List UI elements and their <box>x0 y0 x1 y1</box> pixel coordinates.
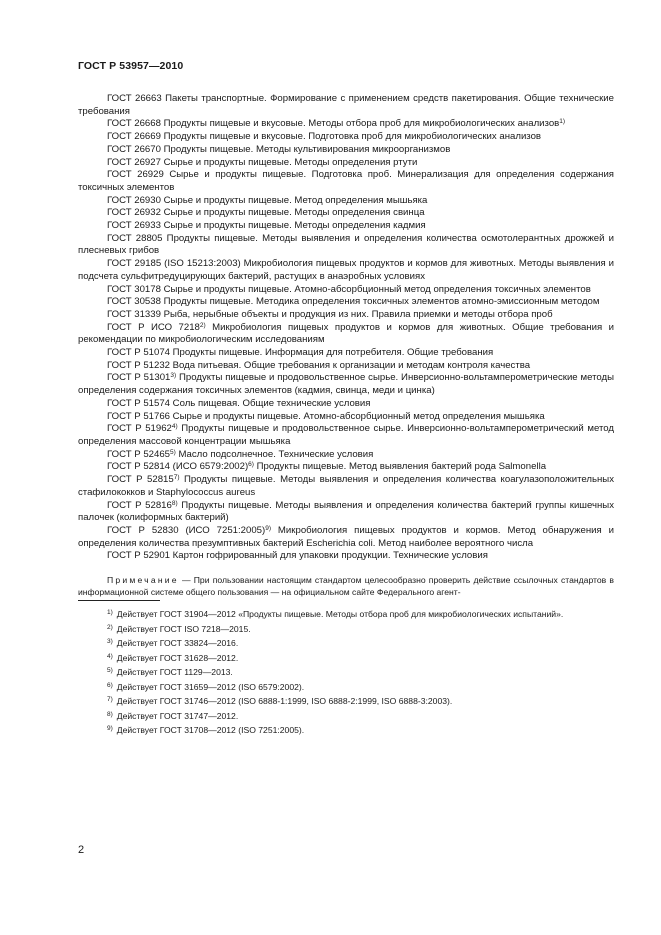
reference-item <box>78 500 614 525</box>
note-label: Примечание <box>107 575 179 586</box>
footnote-number: 1) <box>107 609 113 617</box>
reference-item <box>78 347 614 360</box>
footnote-number: 4) <box>107 652 113 660</box>
footnote-marker: 1) <box>559 118 566 126</box>
reference-text: ГОСТ 26930 Сырье и продукты пищевые. Метод определения мышьяка <box>107 194 428 206</box>
footnote-number: 8) <box>107 710 113 718</box>
reference-text: ГОСТ Р 51074 Продукты пищевые. Информация для потребителя. Общие требования <box>107 347 494 359</box>
reference-text: Продукты пищевые и продовольственное сырье. Инверсионно-вольтамперометрические методы определения содержания токсичных элементов (кадмия, свинца, меди и цинка) <box>78 372 614 397</box>
reference-text: ГОСТ 31339 Рыба, нерыбные объекты и продукция из них. Правила приемки и методы отбора проб <box>107 308 553 320</box>
reference-item <box>78 474 614 499</box>
footnote-number: 6) <box>107 681 113 689</box>
reference-item <box>78 296 614 309</box>
footnote-text: Действует ГОСТ 1129—2013. <box>116 667 233 678</box>
reference-item <box>78 284 614 297</box>
reference-item <box>78 233 614 258</box>
footnote-text: Действует ГОСТ 31708—2012 (ISO 7251:2005). <box>116 725 305 736</box>
reference-text: Продукты пищевые и продовольственное сырье. Инверсионно-вольтамперометрический метод определения массовой концентрации мышьяка <box>78 423 614 447</box>
reference-code: ГОСТ Р 52465 <box>107 448 170 460</box>
footnote-text: Действует ГОСТ 31659—2012 (ISO 6579:2002). <box>116 681 305 692</box>
reference-item <box>78 411 614 424</box>
reference-text: ГОСТ Р 51232 Вода питьевая. Общие требования к организации и методам контроля качества <box>107 359 531 371</box>
footnote-item <box>78 709 614 724</box>
reference-code: ГОСТ Р 51962 <box>107 423 172 435</box>
footnote-text: Действует ГОСТ ISO 7218—2015. <box>116 623 251 634</box>
reference-item <box>78 169 614 194</box>
page-number: 2 <box>78 844 85 856</box>
footnote-marker: 3) <box>170 372 177 380</box>
reference-text: ГОСТ 26663 Пакеты транспортные. Формирование с применением средств пакетирования. Общие технические требования <box>78 93 614 117</box>
reference-item <box>78 118 614 131</box>
reference-item <box>78 258 614 283</box>
references-list <box>78 93 614 563</box>
footnote-text: Действует ГОСТ 31628—2012. <box>116 652 239 663</box>
reference-item <box>78 220 614 233</box>
reference-item <box>78 449 614 462</box>
reference-item <box>78 157 614 170</box>
reference-item <box>78 93 614 118</box>
reference-item <box>78 461 614 474</box>
reference-text: ГОСТ Р 51766 Сырье и продукты пищевые. Атомно-абсорбционный метод определения мышьяка <box>107 410 545 422</box>
reference-text: ГОСТ 26670 Продукты пищевые. Методы культивирования микроорганизмов <box>107 143 451 155</box>
footnote-marker: 4) <box>171 423 178 431</box>
footnote-item <box>78 622 614 637</box>
footnote-number: 5) <box>107 667 113 675</box>
footnote-marker: 7) <box>173 474 180 482</box>
footnote-item <box>78 723 614 738</box>
reference-item <box>78 131 614 144</box>
footnote-text: Действует ГОСТ 31747—2012. <box>116 710 239 721</box>
reference-text: Продукты пищевые. Методы выявления и определения количества коагулазоположительных стафилококков и Staphylococcus aureus <box>78 474 614 498</box>
footnote-marker: 6) <box>248 461 254 469</box>
reference-item <box>78 207 614 220</box>
note-text: — При пользовании настоящим стандартом целесообразно проверить действие ссылочных стандартов в информационной системе общего пользования — на официальном сайте Федерального агент- <box>78 575 614 598</box>
reference-text: ГОСТ 29185 (ISO 15213:2003) Микробиология пищевых продуктов и кормов для животных. Методы выявления и подсчета сульфитредуцирующих бактерий, растущих в анаэробных условиях <box>78 258 614 282</box>
footnote-number: 7) <box>107 696 113 704</box>
reference-code: ГОСТ Р 51301 <box>107 372 171 384</box>
footnote-item <box>78 607 614 622</box>
reference-code: ГОСТ Р 52815 <box>107 474 174 486</box>
reference-text: ГОСТ Р 52901 Картон гофрированный для упаковки продукции. Технические условия <box>107 550 488 562</box>
footnote-number: 9) <box>107 725 113 733</box>
footnote-text: Действует ГОСТ 31904—2012 «Продукты пищевые. Методы отбора проб для микробиологических испытаний». <box>116 609 564 620</box>
footnote-marker: 8) <box>171 499 178 507</box>
reference-item <box>78 525 614 550</box>
reference-text: Микробиология пищевых продуктов и кормов. Метод обнаружения и определения количества презумптивных бактерий Escherichia coli. Метод наиболее вероятного числа <box>78 524 614 549</box>
footnote-item <box>78 636 614 651</box>
footnote-marker: 9) <box>265 524 271 532</box>
reference-text: ГОСТ 26929 Сырье и продукты пищевые. Подготовка проб. Минерализация для определения содержания токсичных элементов <box>78 169 614 193</box>
reference-text: ГОСТ 28805 Продукты пищевые. Методы выявления и определения количества осмотолерантных дрожжей и плесневых грибов <box>78 232 614 257</box>
reference-text: ГОСТ 30178 Сырье и продукты пищевые. Атомно-абсорбционный метод определения токсичных элементов <box>107 283 591 295</box>
reference-text: Микробиология пищевых продуктов и кормов для животных. Общие требования и рекомендации по микробиологическим исследованиям <box>78 321 614 346</box>
footnote-text: Действует ГОСТ 31746—2012 (ISO 6888-1:1999, ISO 6888-2:1999, ISO 6888-3:2003). <box>116 696 453 707</box>
footnote-marker: 5) <box>170 448 176 456</box>
reference-text: Продукты пищевые. Метод выявления бактерий рода Salmonella <box>253 461 547 473</box>
reference-text: Масло подсолнечное. Технические условия <box>175 448 374 460</box>
reference-item <box>78 398 614 411</box>
footnotes-list <box>78 607 614 738</box>
reference-text: ГОСТ 26933 Сырье и продукты пищевые. Методы определения кадмия <box>107 220 426 232</box>
footnote-item <box>78 680 614 695</box>
footnote-item <box>78 665 614 680</box>
reference-item <box>78 423 614 448</box>
footnote-text: Действует ГОСТ 33824—2016. <box>116 638 239 649</box>
footnote-number: 3) <box>107 638 113 646</box>
reference-text: ГОСТ 26669 Продукты пищевые и вкусовые. Подготовка проб для микробиологических анализов <box>107 131 542 143</box>
reference-item <box>78 550 614 563</box>
footnote-item <box>78 694 614 709</box>
footnote-marker: 2) <box>199 321 206 329</box>
footnote-number: 2) <box>107 623 113 631</box>
reference-item <box>78 360 614 373</box>
reference-item <box>78 309 614 322</box>
reference-item <box>78 195 614 208</box>
reference-text: ГОСТ 26932 Сырье и продукты пищевые. Методы определения свинца <box>107 207 425 219</box>
reference-text: ГОСТ Р 51574 Соль пищевая. Общие технические условия <box>107 397 371 409</box>
reference-item <box>78 372 614 397</box>
reference-code: ГОСТ Р 52830 (ИСО 7251:2005) <box>107 524 266 536</box>
reference-code: ГОСТ Р 52814 (ИСО 6579:2002) <box>107 461 249 473</box>
footnote-item <box>78 651 614 666</box>
note-paragraph <box>78 574 614 598</box>
reference-item <box>78 322 614 347</box>
reference-item <box>78 144 614 157</box>
reference-text: ГОСТ 26668 Продукты пищевые и вкусовые. Методы отбора проб для микробиологических анализов <box>107 118 560 130</box>
reference-text: ГОСТ 30538 Продукты пищевые. Методика определения токсичных элементов атомно-эмиссионным методом <box>107 296 600 308</box>
document-header: ГОСТ Р 53957—2010 <box>78 60 184 72</box>
reference-code: ГОСТ Р ИСО 7218 <box>107 321 200 333</box>
document-body <box>78 93 614 738</box>
reference-text: ГОСТ 26927 Сырье и продукты пищевые. Методы определения ртути <box>107 156 418 168</box>
reference-text: Продукты пищевые. Методы выявления и определения количества бактерий группы кишечных палочек (колиформных бактерий) <box>78 499 615 524</box>
reference-code: ГОСТ Р 52816 <box>107 499 172 511</box>
footnote-separator <box>78 600 160 601</box>
